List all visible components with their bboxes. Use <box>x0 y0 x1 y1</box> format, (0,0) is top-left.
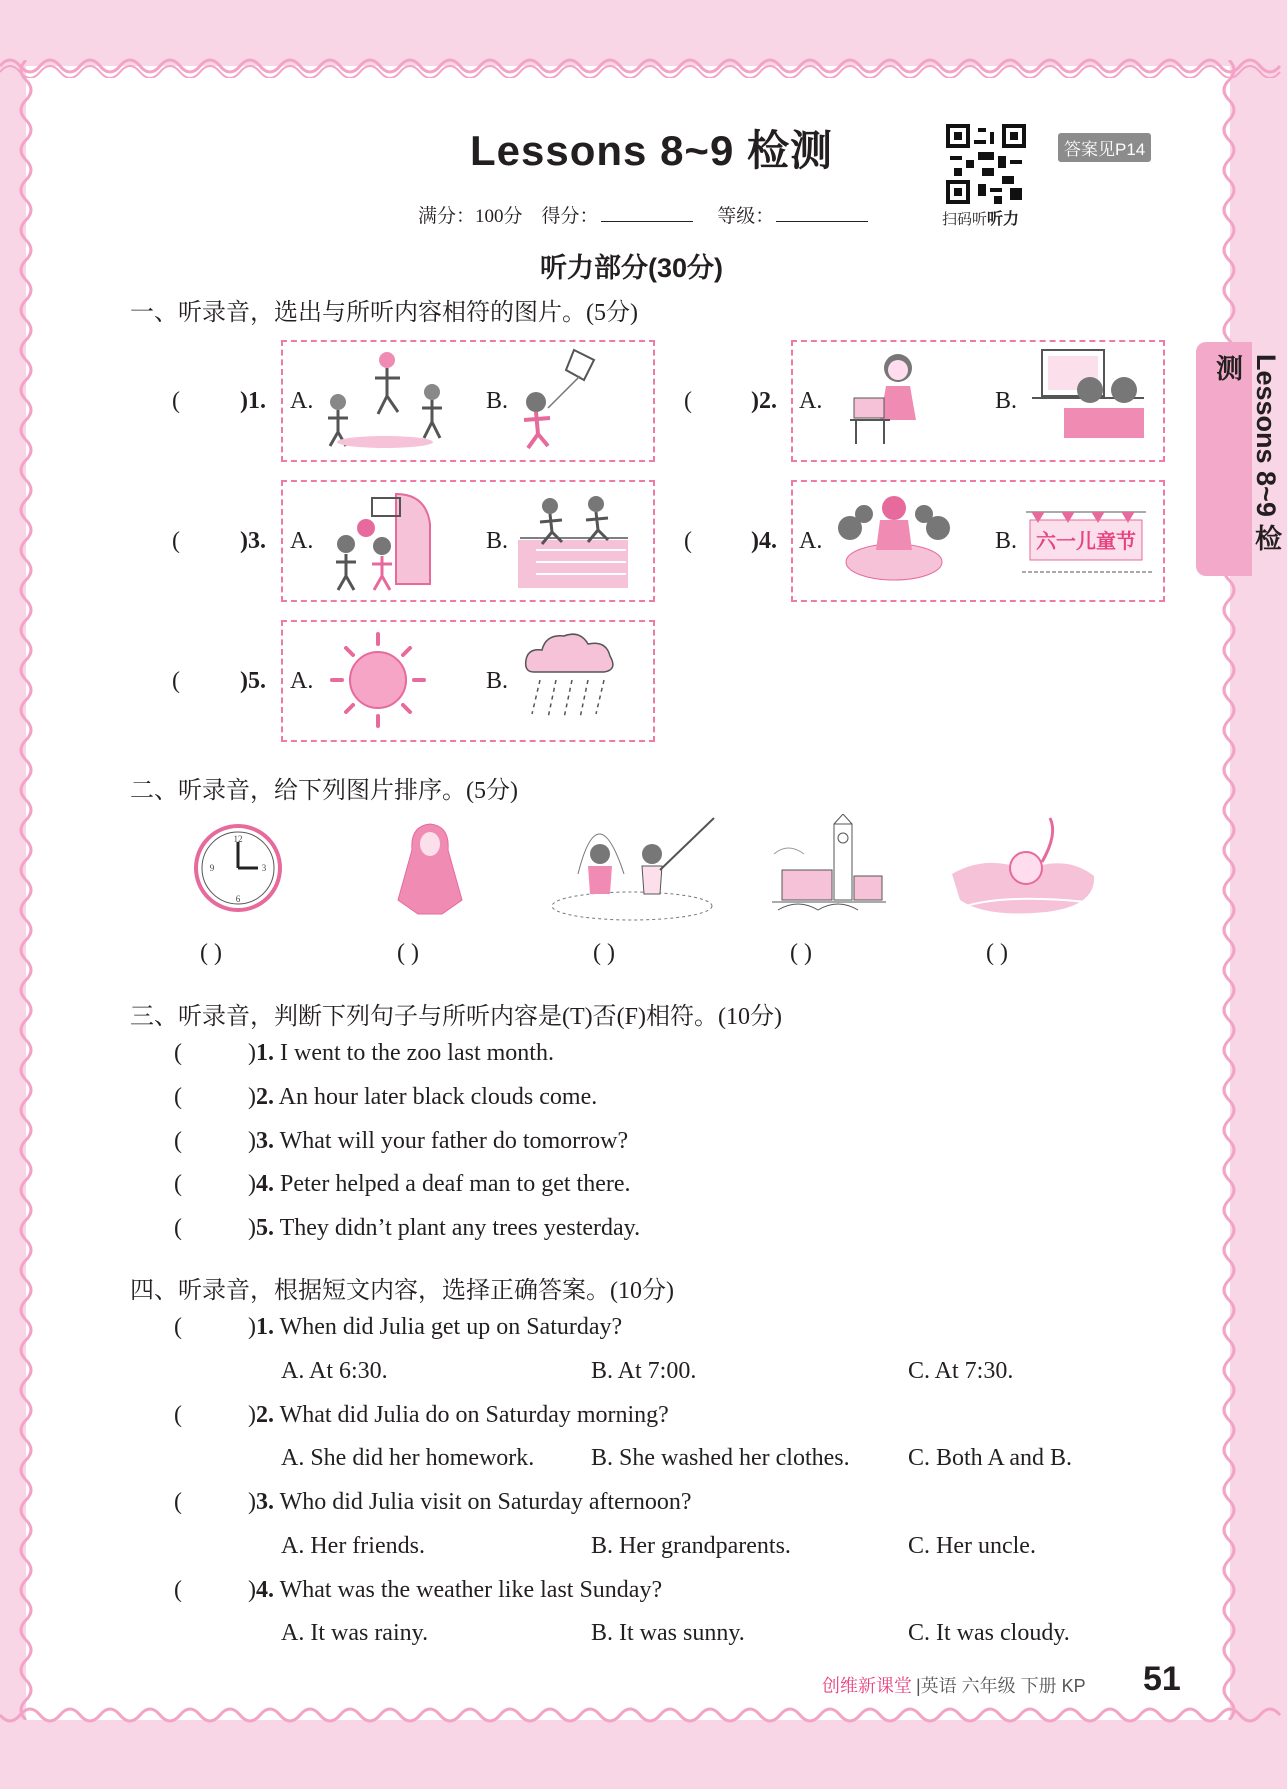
option-a[interactable]: A. She did her homework. <box>281 1445 535 1471</box>
option-label: A. <box>799 528 823 554</box>
question-line: ( )4. What was the weather like last Sunday? <box>174 1577 663 1603</box>
order-paren-5[interactable]: ( ) <box>986 940 1008 966</box>
page-number: 51 <box>1143 1660 1181 1698</box>
answer-paren[interactable]: ( <box>174 1489 182 1515</box>
option-a[interactable]: A. Her friends. <box>281 1533 425 1559</box>
svg-text:3: 3 <box>261 863 267 873</box>
answer-badge: 答案见P14 <box>1058 133 1151 162</box>
grade-blank[interactable] <box>776 203 868 222</box>
answer-paren[interactable]: ( <box>174 1040 182 1066</box>
top-wave-border <box>0 50 1287 78</box>
swimming-picture <box>946 814 1098 918</box>
banner-text: 六一儿童节 <box>1036 529 1136 553</box>
section4-heading: 四、听录音，根据短文内容，选择正确答案。(10分) <box>130 1278 674 1304</box>
answer-paren[interactable]: ( <box>684 528 692 554</box>
order-paren-3[interactable]: ( ) <box>593 940 615 966</box>
score-label: 得分： <box>541 206 599 227</box>
right-wave-border <box>1217 60 1243 1720</box>
option-label: A. <box>290 388 314 414</box>
option-label: B. <box>995 388 1018 414</box>
childrens-day-banner-picture <box>1022 506 1152 578</box>
option-c[interactable]: C. It was cloudy. <box>908 1620 1070 1646</box>
question-line: ( )3. Who did Julia visit on Saturday afternoon? <box>174 1489 692 1515</box>
option-label: B. <box>486 528 509 554</box>
jump-rope-fishing-picture <box>548 814 718 924</box>
footer-info: |英语 六年级 下册 KP <box>916 1676 1086 1696</box>
footer-brand: 创维新课堂 <box>822 1676 912 1696</box>
order-paren-4[interactable]: ( ) <box>790 940 812 966</box>
statement-line: ( )1. I went to the zoo last month. <box>174 1040 554 1066</box>
section2-heading: 二、听录音，给下列图片排序。(5分) <box>130 778 518 804</box>
rain-cloud-icon <box>520 626 620 726</box>
question-line: ( )2. What did Julia do on Saturday morning? <box>174 1402 669 1428</box>
option-c[interactable]: C. Her uncle. <box>908 1533 1036 1559</box>
sun-icon <box>322 630 432 730</box>
option-b[interactable]: B. It was sunny. <box>591 1620 745 1646</box>
answer-paren[interactable]: ( <box>174 1402 182 1428</box>
option-label: A. <box>799 388 823 414</box>
option-label: A. <box>290 528 314 554</box>
answer-paren[interactable]: ( <box>172 388 180 414</box>
clock-icon <box>192 822 284 914</box>
answer-paren[interactable]: ( <box>174 1171 182 1197</box>
question-number: )1. <box>240 388 266 414</box>
bottom-wave-border <box>0 1705 1287 1733</box>
option-label: B. <box>995 528 1018 554</box>
answer-paren[interactable]: ( <box>174 1314 182 1340</box>
kids-watching-tv-picture <box>1028 346 1148 446</box>
option-c[interactable]: C. At 7:30. <box>908 1358 1014 1384</box>
statement-line: ( )5. They didn’t plant any trees yesterday. <box>174 1215 641 1241</box>
section1-heading: 一、听录音，选出与所听内容相符的图片。(5分) <box>130 300 638 326</box>
question-number: )4. <box>751 528 777 554</box>
option-label: B. <box>486 668 509 694</box>
option-b[interactable]: B. Her grandparents. <box>591 1533 791 1559</box>
birthday-party-picture <box>830 490 956 590</box>
svg-text:6: 6 <box>235 894 241 904</box>
question-number: )5. <box>240 668 266 694</box>
question-number: )3. <box>240 528 266 554</box>
option-b[interactable]: B. She washed her clothes. <box>591 1445 850 1471</box>
option-a[interactable]: A. It was rainy. <box>281 1620 429 1646</box>
answer-paren[interactable]: ( <box>684 388 692 414</box>
svg-text:12: 12 <box>233 834 243 844</box>
answer-paren[interactable]: ( <box>172 668 180 694</box>
children-playing-picture <box>320 346 450 454</box>
side-tab: Lessons 8~9 检测 <box>1196 342 1252 576</box>
statement-line: ( )4. Peter helped a deaf man to get there. <box>174 1171 631 1197</box>
statement-line: ( )2. An hour later black clouds come. <box>174 1084 598 1110</box>
answer-paren[interactable]: ( <box>174 1084 182 1110</box>
qr-caption: 扫码听听力 <box>942 211 1020 228</box>
answer-paren[interactable]: ( <box>174 1577 182 1603</box>
listening-title: 听力部分(30分) <box>540 253 724 283</box>
answer-paren[interactable]: ( <box>172 528 180 554</box>
big-ben-city-picture <box>768 814 890 922</box>
option-b[interactable]: B. At 7:00. <box>591 1358 697 1384</box>
option-c[interactable]: C. Both A and B. <box>908 1445 1073 1471</box>
full-score: 满分：100分 <box>418 206 523 227</box>
question-line: ( )1. When did Julia get up on Saturday? <box>174 1314 623 1340</box>
option-label: B. <box>486 388 509 414</box>
answer-paren[interactable]: ( <box>174 1128 182 1154</box>
boy-flying-kite-picture <box>514 346 604 452</box>
score-line <box>418 201 888 228</box>
raincoat-icon <box>390 820 470 918</box>
qr-code-icon[interactable] <box>946 124 1026 204</box>
running-race-picture <box>516 490 630 594</box>
score-blank[interactable] <box>601 203 693 222</box>
left-wave-border <box>12 60 38 1720</box>
basketball-picture <box>326 484 436 594</box>
svg-text:9: 9 <box>209 863 215 873</box>
section3-heading: 三、听录音，判断下列句子与所听内容是(T)否(F)相符。(10分) <box>130 1004 782 1030</box>
grade-label: 等级： <box>717 206 775 227</box>
statement-line: ( )3. What will your father do tomorrow? <box>174 1128 629 1154</box>
order-paren-2[interactable]: ( ) <box>397 940 419 966</box>
page-title: Lessons 8~9 检测 <box>470 127 833 174</box>
option-label: A. <box>290 668 314 694</box>
answer-paren[interactable]: ( <box>174 1215 182 1241</box>
girl-with-cake-picture <box>846 346 936 452</box>
option-a[interactable]: A. At 6:30. <box>281 1358 388 1384</box>
question-number: )2. <box>751 388 777 414</box>
order-paren-1[interactable]: ( ) <box>200 940 222 966</box>
